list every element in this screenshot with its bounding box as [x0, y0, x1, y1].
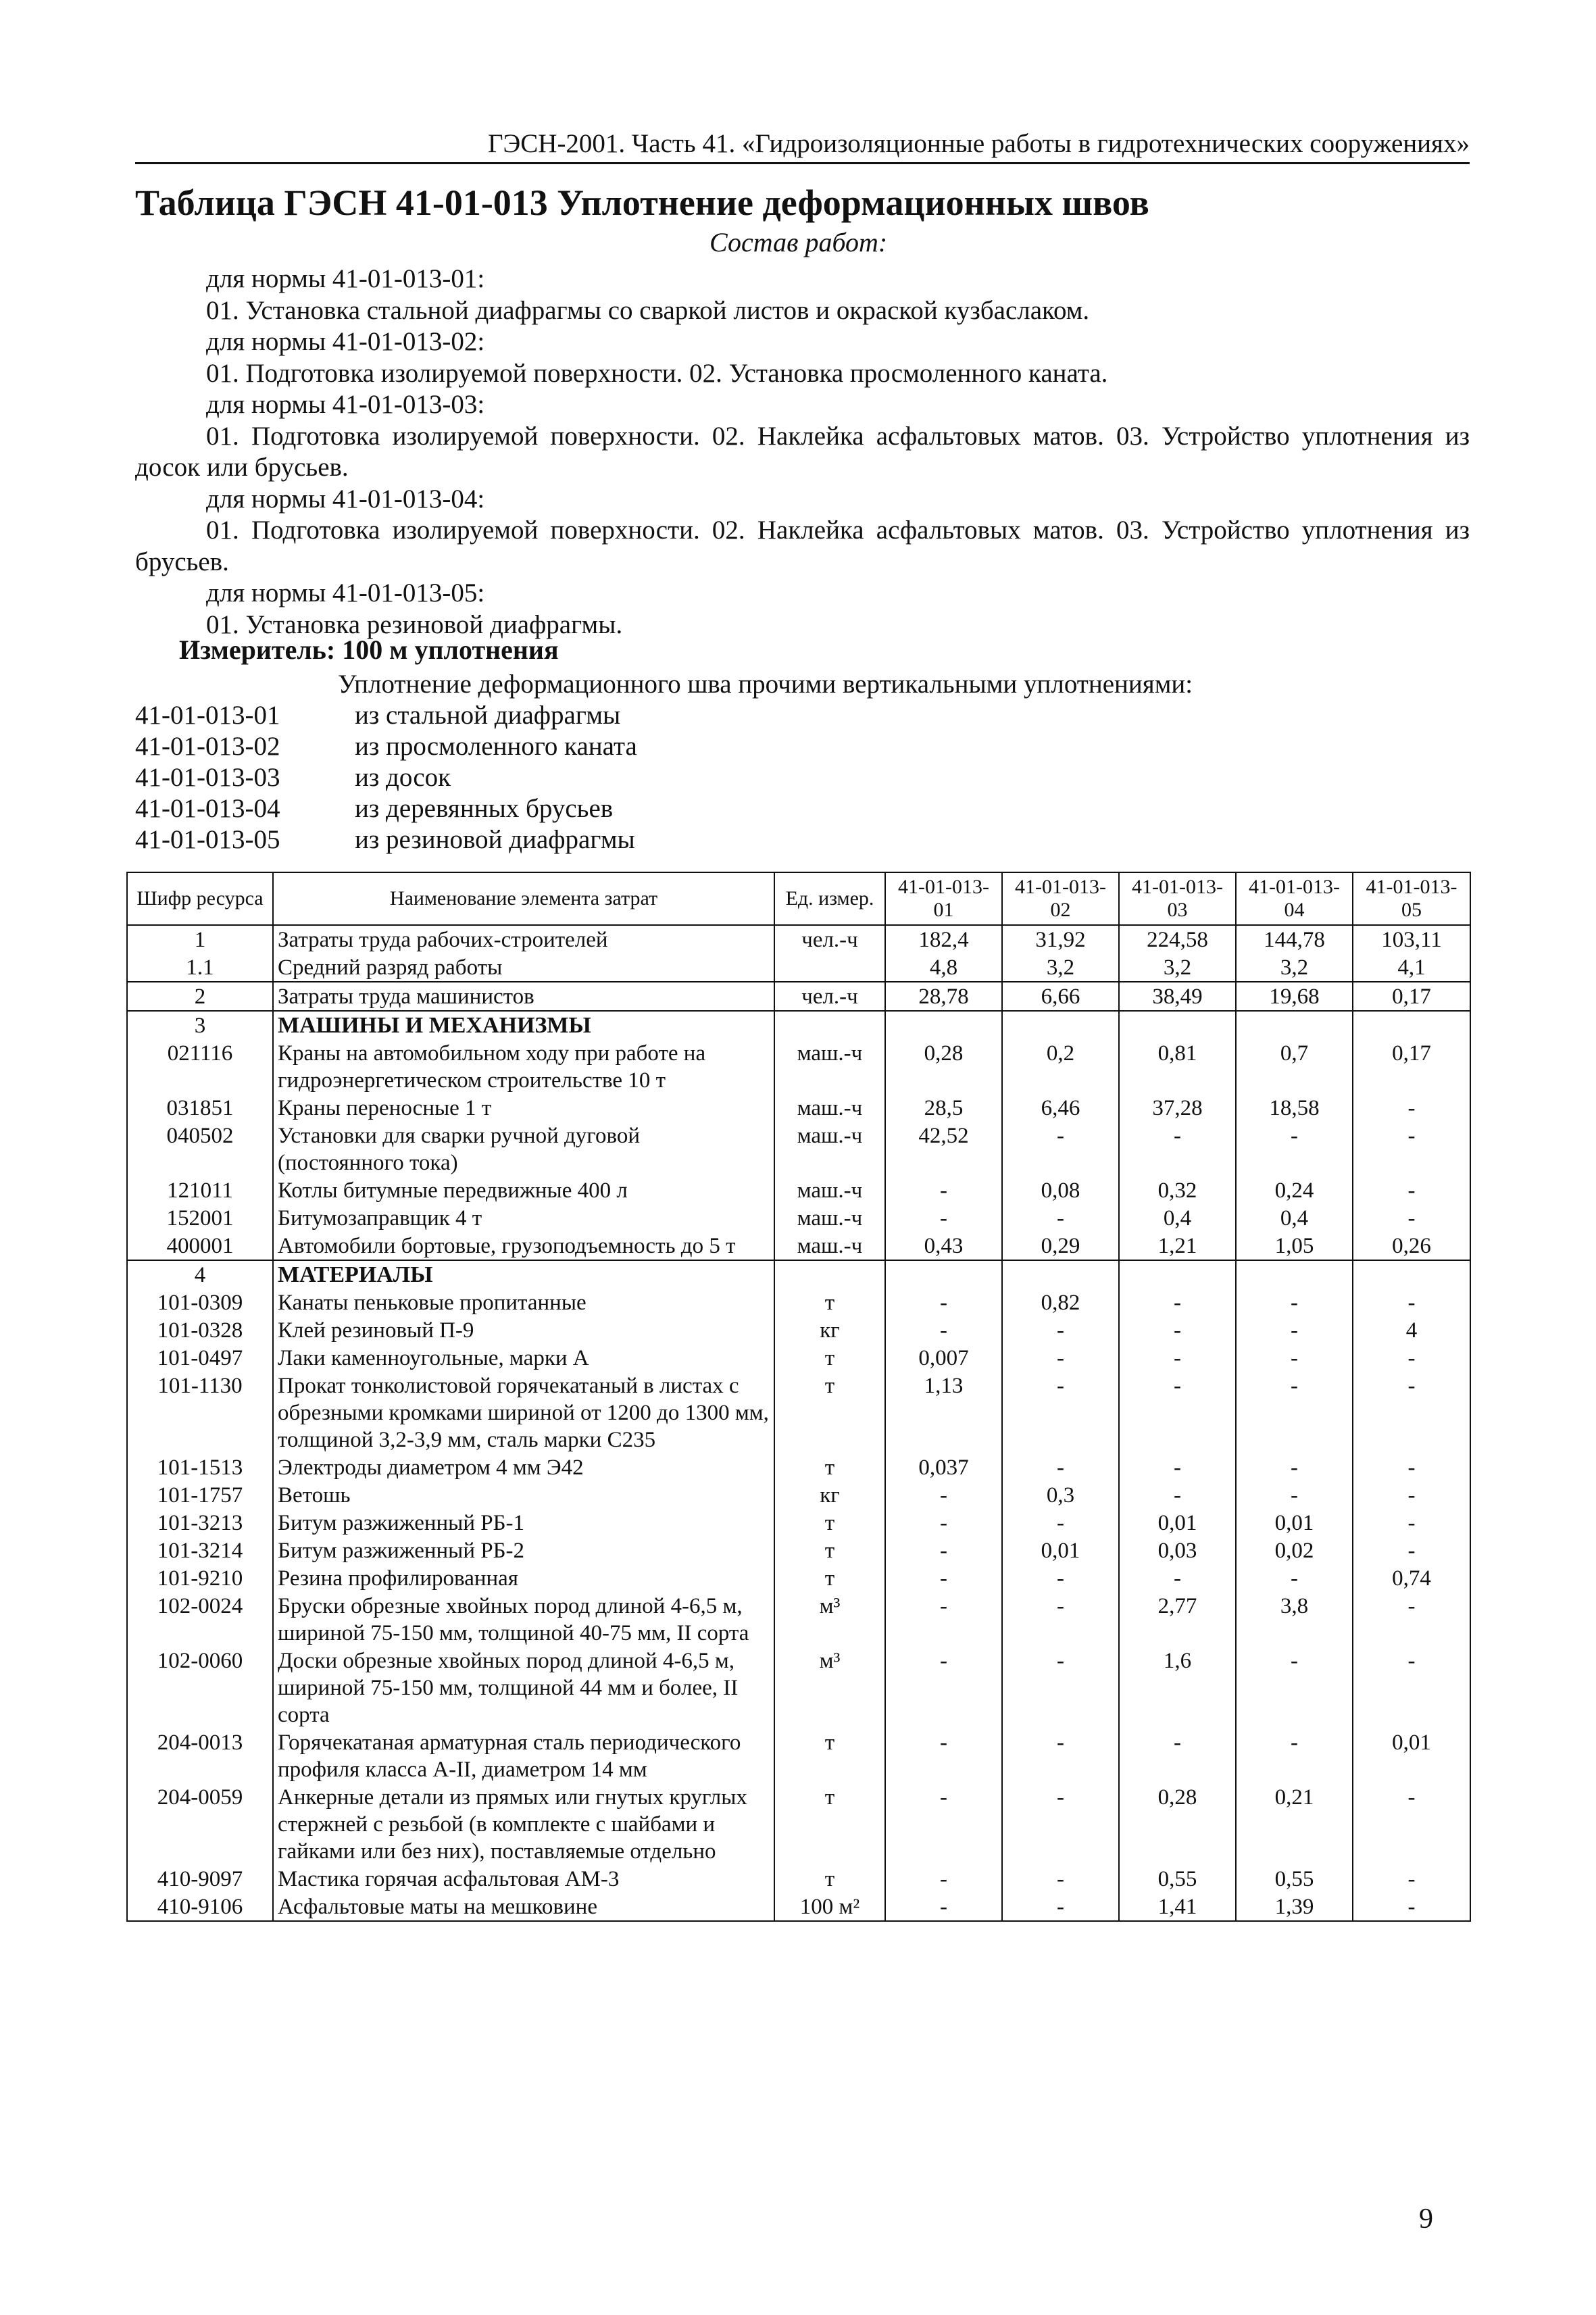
norm-value-cell: 0,7 [1236, 1039, 1353, 1094]
norm-value-cell: 28,5 [885, 1094, 1002, 1122]
resource-name-cell: Затраты труда машинистов [273, 982, 774, 1011]
norm-value-cell: 4,8 [885, 953, 1002, 982]
resource-code-cell: 4 [127, 1260, 273, 1289]
resource-name-cell: Битум разжиженный РБ-2 [273, 1537, 774, 1564]
table-row [127, 1564, 1470, 1592]
resource-name-cell: Резина профилированная [273, 1564, 774, 1592]
norm-value-cell: - [1002, 1344, 1119, 1372]
table-body [127, 925, 1470, 1921]
norm-value-cell [1353, 1260, 1470, 1289]
norm-value-cell: - [1002, 1316, 1119, 1344]
norm-value-cell: - [1119, 1728, 1236, 1783]
table-row [127, 1122, 1470, 1176]
column-header: 41-01-013-01 [885, 872, 1002, 925]
resource-code-cell: 040502 [127, 1122, 273, 1176]
unit-cell: м³ [774, 1647, 885, 1728]
norm-value-cell: 0,24 [1236, 1176, 1353, 1204]
norm-value-cell: 0,28 [885, 1039, 1002, 1094]
column-header: Ед. измер. [774, 872, 885, 925]
header-rule [135, 162, 1470, 164]
norm-value-cell: - [1236, 1481, 1353, 1509]
resource-name-cell: Битум разжиженный РБ-1 [273, 1509, 774, 1537]
norm-value-cell: 0,21 [1236, 1783, 1353, 1865]
unit-cell: м³ [774, 1592, 885, 1647]
resource-code-cell: 101-3214 [127, 1537, 273, 1564]
unit-cell: т [774, 1289, 885, 1316]
unit-cell: т [774, 1865, 885, 1893]
resource-code-cell: 101-9210 [127, 1564, 273, 1592]
norm-value-cell: 0,17 [1353, 1039, 1470, 1094]
resource-code-cell: 102-0060 [127, 1647, 273, 1728]
norm-value-cell: - [1002, 1893, 1119, 1921]
norm-value-cell: - [1353, 1372, 1470, 1453]
norm-value-cell: - [885, 1783, 1002, 1865]
table-row [127, 1039, 1470, 1094]
norm-value-cell: 0,01 [1236, 1509, 1353, 1537]
resource-name-cell: Краны на автомобильном ходу при работе на гидроэнергетическом строительстве 10 т [273, 1039, 774, 1094]
unit-cell: т [774, 1453, 885, 1481]
resource-name-cell: Мастика горячая асфальтовая АМ-3 [273, 1865, 774, 1893]
norm-value-cell: 2,77 [1119, 1592, 1236, 1647]
table-row [127, 925, 1470, 953]
norm-value-cell: - [1353, 1094, 1470, 1122]
norm-value-cell: 0,17 [1353, 982, 1470, 1011]
norm-value-cell: - [885, 1865, 1002, 1893]
norm-value-cell: - [1236, 1647, 1353, 1728]
norm-operations: 01. Подготовка изолируемой поверхности. 02. Наклейка асфальтовых матов. 03. Устройство уплотнения из брусьев. [135, 516, 1470, 576]
resource-name-cell: Установки для сварки ручной дуговой (постоянного тока) [273, 1122, 774, 1176]
norm-value-cell: - [885, 1509, 1002, 1537]
unit-cell [774, 953, 885, 982]
norm-value-cell: 31,92 [1002, 925, 1119, 953]
table-row [127, 1316, 1470, 1344]
norm-value-cell: - [1353, 1344, 1470, 1372]
norm-value-cell: 0,01 [1002, 1537, 1119, 1564]
norm-value-cell: - [1353, 1537, 1470, 1564]
column-header: 41-01-013-03 [1119, 872, 1236, 925]
norm-label: для нормы 41-01-013-02: [206, 327, 485, 356]
norm-value-cell: - [1002, 1592, 1119, 1647]
norm-value-cell: - [885, 1316, 1002, 1344]
resource-code-cell: 3 [127, 1011, 273, 1039]
variant-item [135, 731, 637, 762]
norm-value-cell [1236, 1260, 1353, 1289]
resource-name-cell: Канаты пеньковые пропитанные [273, 1289, 774, 1316]
resource-name-cell: Средний разряд работы [273, 953, 774, 982]
unit-cell: чел.-ч [774, 925, 885, 953]
resource-name-cell: Горячекатаная арматурная сталь периодического профиля класса А-II, диаметром 14 мм [273, 1728, 774, 1783]
norm-value-cell: - [885, 1893, 1002, 1921]
norm-value-cell: - [1353, 1481, 1470, 1509]
table-row [127, 1289, 1470, 1316]
norm-value-cell: 0,28 [1119, 1783, 1236, 1865]
norm-value-cell: - [1353, 1204, 1470, 1232]
norm-value-cell [1002, 1260, 1119, 1289]
norm-value-cell: 0,55 [1236, 1865, 1353, 1893]
variant-item [135, 762, 637, 793]
norm-value-cell: - [1002, 1509, 1119, 1537]
norm-value-cell: - [1119, 1344, 1236, 1372]
norm-value-cell: 0,02 [1236, 1537, 1353, 1564]
norm-value-cell: - [1119, 1481, 1236, 1509]
resource-code-cell: 121011 [127, 1176, 273, 1204]
norm-value-cell: - [1353, 1647, 1470, 1728]
norm-value-cell [1119, 1011, 1236, 1039]
norm-label: для нормы 41-01-013-01: [206, 264, 485, 293]
norm-operations: 01. Подготовка изолируемой поверхности. 02. Наклейка асфальтовых матов. 03. Устройство уплотнения из досок или брусьев. [135, 421, 1470, 482]
norm-value-cell: - [1002, 1865, 1119, 1893]
norm-value-cell: - [1236, 1289, 1353, 1316]
unit-cell: маш.-ч [774, 1039, 885, 1094]
unit-cell [774, 1260, 885, 1289]
norm-value-cell [1002, 1011, 1119, 1039]
norm-value-cell: 0,81 [1119, 1039, 1236, 1094]
norm-value-cell: 0,01 [1119, 1509, 1236, 1537]
norm-value-cell: - [1119, 1372, 1236, 1453]
variant-code: 41-01-013-01 [135, 701, 280, 730]
norm-value-cell: 1,21 [1119, 1232, 1236, 1260]
resource-code-cell: 101-0309 [127, 1289, 273, 1316]
norm-value-cell: 19,68 [1236, 982, 1353, 1011]
resource-code-cell: 2 [127, 982, 273, 1011]
resource-code-cell: 101-1513 [127, 1453, 273, 1481]
resource-name-cell: Бруски обрезные хвойных пород длиной 4-6,5 м, шириной 75-150 мм, толщиной 40-75 мм, II сорта [273, 1592, 774, 1647]
resource-code-cell: 102-0024 [127, 1592, 273, 1647]
table-row [127, 1783, 1470, 1865]
norm-value-cell: - [1119, 1453, 1236, 1481]
variant-desc: из стальной диафрагмы [355, 701, 621, 730]
table-row [127, 1509, 1470, 1537]
resource-code-cell: 101-3213 [127, 1509, 273, 1537]
table-row [127, 1647, 1470, 1728]
resource-name-cell: МАШИНЫ И МЕХАНИЗМЫ [273, 1011, 774, 1039]
norm-value-cell: - [1353, 1289, 1470, 1316]
unit-cell [774, 1011, 885, 1039]
resource-name-cell: Ветошь [273, 1481, 774, 1509]
norm-value-cell: 0,82 [1002, 1289, 1119, 1316]
norm-value-cell [1119, 1260, 1236, 1289]
resource-code-cell: 204-0059 [127, 1783, 273, 1865]
variants-heading: Уплотнение деформационного шва прочими вертикальными уплотнениями: [338, 670, 1193, 699]
table-row [127, 982, 1470, 1011]
norm-value-cell: 1,41 [1119, 1893, 1236, 1921]
unit-cell: маш.-ч [774, 1094, 885, 1122]
resource-code-cell: 101-1130 [127, 1372, 273, 1453]
table-row [127, 1592, 1470, 1647]
unit-cell: маш.-ч [774, 1232, 885, 1260]
table-row [127, 1204, 1470, 1232]
column-header: 41-01-013-02 [1002, 872, 1119, 925]
resource-code-cell: 101-1757 [127, 1481, 273, 1509]
norm-value-cell: - [1236, 1564, 1353, 1592]
table-row [127, 953, 1470, 982]
table-title: Таблица ГЭСН 41-01-013 Уплотнение деформационных швов [135, 182, 1149, 223]
resource-name-cell: Лаки каменноугольные, марки А [273, 1344, 774, 1372]
norm-value-cell: 3,2 [1119, 953, 1236, 982]
table-row [127, 1372, 1470, 1453]
norm-value-cell: 0,26 [1353, 1232, 1470, 1260]
norm-label: для нормы 41-01-013-03: [206, 390, 485, 419]
resource-name-cell: Котлы битумные передвижные 400 л [273, 1176, 774, 1204]
work-composition [135, 264, 1470, 641]
norm-value-cell: - [1353, 1453, 1470, 1481]
norm-value-cell: 37,28 [1119, 1094, 1236, 1122]
norm-value-cell: - [1353, 1893, 1470, 1921]
table-row [127, 1728, 1470, 1783]
resources-table [126, 872, 1471, 1922]
unit-cell: кг [774, 1481, 885, 1509]
unit-cell: т [774, 1372, 885, 1453]
norm-value-cell: 0,4 [1236, 1204, 1353, 1232]
norm-value-cell: - [1236, 1344, 1353, 1372]
resource-name-cell: Прокат тонколистовой горячекатаный в листах с обрезными кромками шириной от 1200 до 1300 мм, толщиной 3,2-3,9 мм, сталь марки С235 [273, 1372, 774, 1453]
norm-value-cell: 0,2 [1002, 1039, 1119, 1094]
norm-value-cell: 0,3 [1002, 1481, 1119, 1509]
unit-cell: чел.-ч [774, 982, 885, 1011]
norm-value-cell: - [1002, 1564, 1119, 1592]
norm-value-cell: 6,66 [1002, 982, 1119, 1011]
norm-value-cell: 0,43 [885, 1232, 1002, 1260]
resource-code-cell: 1.1 [127, 953, 273, 982]
running-header: ГЭСН-2001. Часть 41. «Гидроизоляционные работы в гидротехнических сооружениях» [487, 129, 1470, 158]
norm-value-cell: - [1002, 1647, 1119, 1728]
norm-value-cell: 182,4 [885, 925, 1002, 953]
table-row [127, 1094, 1470, 1122]
norm-value-cell: 0,74 [1353, 1564, 1470, 1592]
resource-name-cell: Анкерные детали из прямых или гнутых круглых стержней с резьбой (в комплекте с шайбами и гайками или без них), поставляемые отдельно [273, 1783, 774, 1865]
norm-value-cell [1236, 1011, 1353, 1039]
table-header-row [127, 872, 1470, 925]
variant-code: 41-01-013-02 [135, 732, 280, 761]
norm-value-cell: 6,46 [1002, 1094, 1119, 1122]
norm-value-cell: 4,1 [1353, 953, 1470, 982]
norm-label: для нормы 41-01-013-05: [206, 578, 485, 607]
resource-code-cell: 101-0328 [127, 1316, 273, 1344]
unit-cell: 100 м² [774, 1893, 885, 1921]
resource-code-cell: 021116 [127, 1039, 273, 1094]
table-row [127, 1453, 1470, 1481]
unit-cell: т [774, 1564, 885, 1592]
table-row [127, 1176, 1470, 1204]
norm-value-cell: - [1119, 1564, 1236, 1592]
table-row [127, 1344, 1470, 1372]
resource-name-cell: Электроды диаметром 4 мм Э42 [273, 1453, 774, 1481]
unit-cell: маш.-ч [774, 1122, 885, 1176]
norm-value-cell: - [1353, 1783, 1470, 1865]
variant-desc: из досок [355, 763, 451, 792]
variant-item [135, 793, 637, 824]
column-header: Наименование элемента затрат [273, 872, 774, 925]
resource-code-cell: 031851 [127, 1094, 273, 1122]
norm-value-cell: - [885, 1564, 1002, 1592]
norm-value-cell: 4 [1353, 1316, 1470, 1344]
column-header: 41-01-013-04 [1236, 872, 1353, 925]
resource-name-cell: Асфальтовые маты на мешковине [273, 1893, 774, 1921]
unit-cell: кг [774, 1316, 885, 1344]
unit-cell: маш.-ч [774, 1204, 885, 1232]
variant-code: 41-01-013-05 [135, 825, 280, 854]
resource-code-cell: 1 [127, 925, 273, 953]
norm-value-cell: 18,58 [1236, 1094, 1353, 1122]
resource-name-cell: Автомобили бортовые, грузоподъемность до 5 т [273, 1232, 774, 1260]
norm-value-cell: 144,78 [1236, 925, 1353, 953]
resource-name-cell: Затраты труда рабочих-строителей [273, 925, 774, 953]
norm-value-cell: - [885, 1481, 1002, 1509]
norm-value-cell: - [1119, 1316, 1236, 1344]
table-section-row [127, 1260, 1470, 1289]
resource-name-cell: МАТЕРИАЛЫ [273, 1260, 774, 1289]
norm-value-cell: 0,4 [1119, 1204, 1236, 1232]
norm-value-cell: 224,58 [1119, 925, 1236, 953]
norm-value-cell: - [885, 1289, 1002, 1316]
norm-value-cell: 103,11 [1353, 925, 1470, 953]
unit-cell: т [774, 1783, 885, 1865]
norm-value-cell: 1,05 [1236, 1232, 1353, 1260]
norm-value-cell: - [1002, 1728, 1119, 1783]
resource-code-cell: 101-0497 [127, 1344, 273, 1372]
table-row [127, 1232, 1470, 1260]
unit-cell: т [774, 1344, 885, 1372]
norm-value-cell: - [1002, 1372, 1119, 1453]
norm-value-cell: 0,01 [1353, 1728, 1470, 1783]
norm-value-cell: - [885, 1176, 1002, 1204]
norm-operations: 01. Установка резиновой диафрагмы. [206, 609, 623, 639]
table-row [127, 1893, 1470, 1921]
norm-value-cell: 3,2 [1002, 953, 1119, 982]
norm-value-cell: 3,8 [1236, 1592, 1353, 1647]
norm-value-cell: 0,32 [1119, 1176, 1236, 1204]
norm-value-cell: - [1353, 1865, 1470, 1893]
norm-value-cell: - [1002, 1783, 1119, 1865]
norm-value-cell [1353, 1011, 1470, 1039]
variant-item [135, 700, 637, 731]
norm-value-cell: - [885, 1728, 1002, 1783]
variant-desc: из деревянных брусьев [355, 794, 614, 823]
norm-value-cell: - [1002, 1122, 1119, 1176]
resource-name-cell: Клей резиновый П-9 [273, 1316, 774, 1344]
norm-value-cell: - [1002, 1204, 1119, 1232]
norm-value-cell: - [1236, 1372, 1353, 1453]
norm-value-cell: 0,007 [885, 1344, 1002, 1372]
norm-value-cell: 0,037 [885, 1453, 1002, 1481]
unit-cell: т [774, 1728, 885, 1783]
unit-cell: маш.-ч [774, 1176, 885, 1204]
variant-item [135, 824, 637, 855]
variant-code: 41-01-013-03 [135, 763, 280, 792]
norm-value-cell: - [1353, 1122, 1470, 1176]
unit-cell: т [774, 1509, 885, 1537]
resource-code-cell: 410-9106 [127, 1893, 273, 1921]
work-composition-heading: Состав работ: [709, 227, 888, 257]
norm-value-cell: 0,08 [1002, 1176, 1119, 1204]
resource-code-cell: 204-0013 [127, 1728, 273, 1783]
column-header: Шифр ресурса [127, 872, 273, 925]
norm-value-cell: 1,39 [1236, 1893, 1353, 1921]
norm-value-cell: - [885, 1537, 1002, 1564]
norm-value-cell: - [1236, 1453, 1353, 1481]
resource-name-cell: Битумозаправщик 4 т [273, 1204, 774, 1232]
norm-value-cell: - [1236, 1316, 1353, 1344]
norm-value-cell: - [1353, 1509, 1470, 1537]
norm-value-cell: 0,55 [1119, 1865, 1236, 1893]
norm-value-cell: - [1236, 1728, 1353, 1783]
resource-code-cell: 400001 [127, 1232, 273, 1260]
page-number: 9 [1419, 2204, 1433, 2235]
norm-value-cell: - [1002, 1453, 1119, 1481]
norm-value-cell: 3,2 [1236, 953, 1353, 982]
measurement-unit: Измеритель: 100 м уплотнения [179, 634, 559, 665]
norm-value-cell: - [1119, 1122, 1236, 1176]
column-header: 41-01-013-05 [1353, 872, 1470, 925]
norm-value-cell: - [885, 1204, 1002, 1232]
variant-desc: из резиновой диафрагмы [355, 825, 635, 854]
norm-label: для нормы 41-01-013-04: [206, 484, 485, 514]
norm-value-cell: - [1236, 1122, 1353, 1176]
norm-value-cell: 0,03 [1119, 1537, 1236, 1564]
table-section-row [127, 1011, 1470, 1039]
norm-value-cell [885, 1011, 1002, 1039]
variants-list [135, 700, 637, 855]
resource-name-cell: Краны переносные 1 т [273, 1094, 774, 1122]
norm-value-cell: - [1119, 1289, 1236, 1316]
variant-code: 41-01-013-04 [135, 794, 280, 823]
table-row [127, 1481, 1470, 1509]
unit-cell: т [774, 1537, 885, 1564]
norm-value-cell: - [1353, 1592, 1470, 1647]
variant-desc: из просмоленного каната [355, 732, 637, 761]
norm-value-cell: - [885, 1592, 1002, 1647]
resource-code-cell: 410-9097 [127, 1865, 273, 1893]
norm-value-cell: 1,6 [1119, 1647, 1236, 1728]
resource-name-cell: Доски обрезные хвойных пород длиной 4-6,5 м, шириной 75-150 мм, толщиной 44 мм и более, II сорта [273, 1647, 774, 1728]
norm-value-cell: 28,78 [885, 982, 1002, 1011]
norm-value-cell [885, 1260, 1002, 1289]
norm-value-cell: 38,49 [1119, 982, 1236, 1011]
table-row [127, 1865, 1470, 1893]
norm-value-cell: 42,52 [885, 1122, 1002, 1176]
norm-value-cell: 1,13 [885, 1372, 1002, 1453]
resource-code-cell: 152001 [127, 1204, 273, 1232]
norm-value-cell: - [885, 1647, 1002, 1728]
table-row [127, 1537, 1470, 1564]
norm-value-cell: 0,29 [1002, 1232, 1119, 1260]
norm-value-cell: - [1353, 1176, 1470, 1204]
norm-operations: 01. Подготовка изолируемой поверхности. 02. Установка просмоленного каната. [206, 358, 1108, 388]
norm-operations: 01. Установка стальной диафрагмы со сваркой листов и окраской кузбаслаком. [206, 295, 1090, 325]
